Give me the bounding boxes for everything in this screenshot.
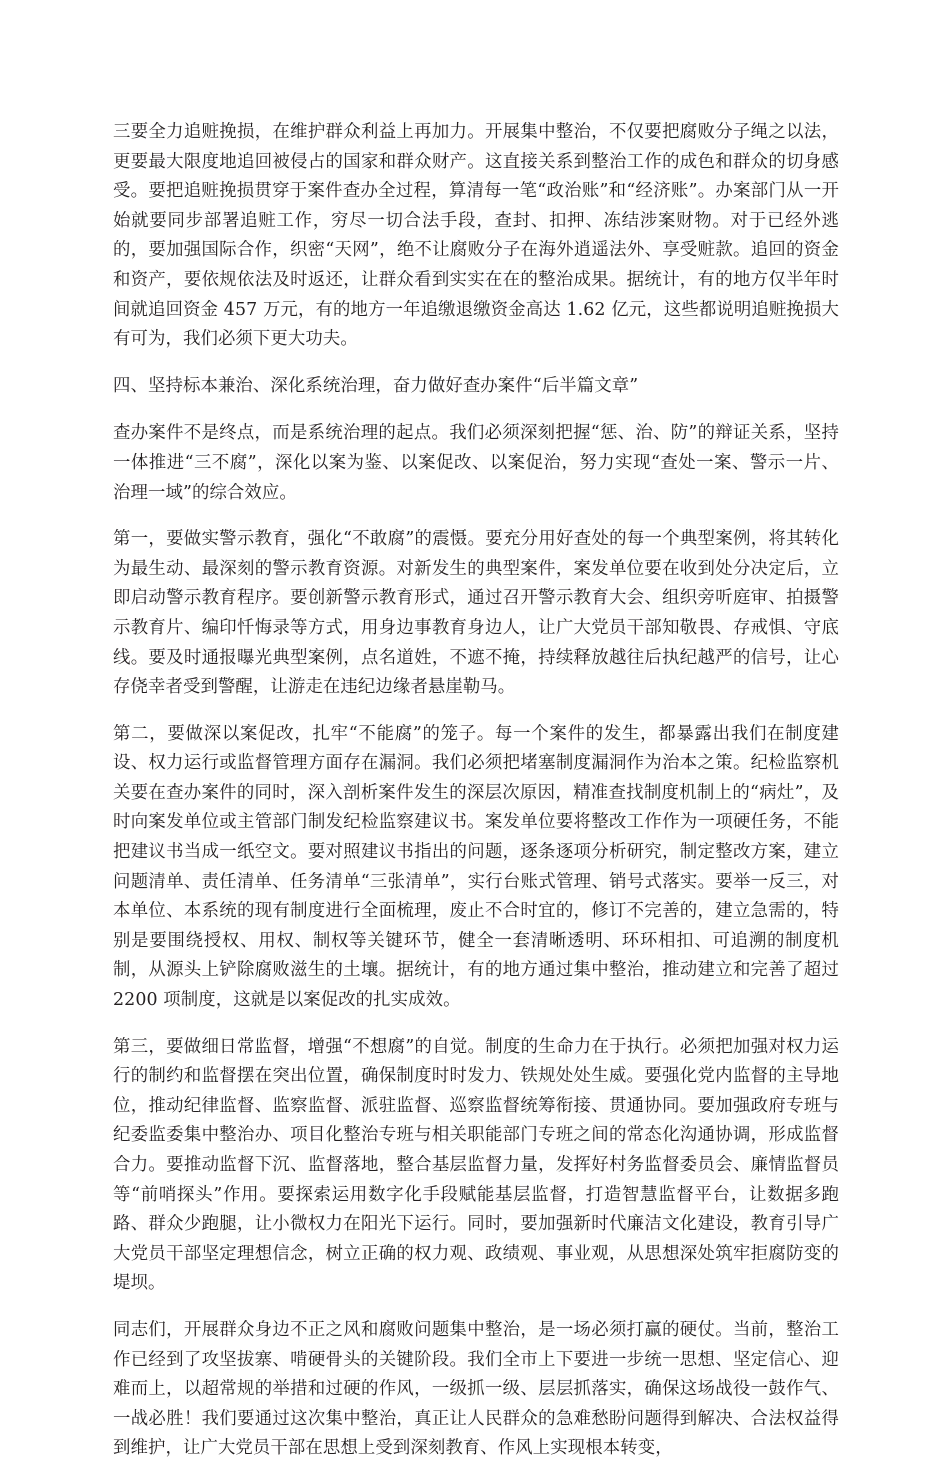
paragraph-point-third: 第三，要做细日常监督，增强“不想腐”的自觉。制度的生命力在于执行。必须把加强对权力运行的制约和监督摆在突出位置，确保制度时时发力、铁规处处生威。要强化党内监督的主导地位，推动纪律监督、监察监督、派驻监督、巡察监督统筹衔接、贯通协同。要加强政府专班与纪委监委集中整治办、项目化整治专班与相关职能部门专班之间的常态化沟通协调，形成监督合力。要推动监督下沉、监督落地，整合基层监督力量，发挥好村务监督委员会、廉情监督员等“前哨探头”作用。要探索运用数字化手段赋能基层监督，打造智慧监督平台，让数据多跑路、群众少跑腿，让小微权力在阳光下运行。同时，要加强新时代廉洁文化建设，教育引导广大党员干部坚定理想信念，树立正确的权力观、政绩观、事业观，从思想深处筑牢拒腐防变的堤坝。	[113, 1036, 839, 1294]
paragraph-section-four-intro: 查办案件不是终点，而是系统治理的起点。我们必须深刻把握“惩、治、防”的辩证关系，坚持一体推进“三不腐”，深化以案为鉴、以案促改、以案促治，努力实现“查处一案、警示一片、治理一域”的综合效应。	[113, 423, 839, 503]
document-text-body	[113, 118, 839, 1464]
paragraph-zhuizang-wansun: 三要全力追赃挽损，在维护群众利益上再加力。开展集中整治，不仅要把腐败分子绳之以法，更要最大限度地追回被侵占的国家和群众财产。这直接关系到整治工作的成色和群众的切身感受。要把追赃挽损贯穿于案件查办全过程，算清每一笔“政治账”和“经济账”。办案部门从一开始就要同步部署追赃工作，穷尽一切合法手段，查封、扣押、冻结涉案财物。对于已经外逃的，要加强国际合作，织密“天网”，绝不让腐败分子在海外逍遥法外、享受赃款。追回的资金和资产，要依规依法及时返还，让群众看到实实在在的整治成果。据统计，有的地方仅半年时间就追回资金 457 万元，有的地方一年追缴退缴资金高达 1.62 亿元，这些都说明追赃挽损大有可为，我们必须下更大功夫。	[113, 122, 839, 350]
paragraph-point-first: 第一，要做实警示教育，强化“不敢腐”的震慑。要充分用好查处的每一个典型案例，将其转化为最生动、最深刻的警示教育资源。对新发生的典型案件，案发单位要在收到处分决定后，立即启动警示教育程序。要创新警示教育形式，通过召开警示教育大会、组织旁听庭审、拍摄警示教育片、编印忏悔录等方式，用身边事教育身边人，让广大党员干部知敬畏、存戒惧、守底线。要及时通报曝光典型案例，点名道姓，不遮不掩，持续释放越往后执纪越严的信号，让心存侥幸者受到警醒，让游走在违纪边缘者悬崖勒马。	[113, 529, 839, 698]
paragraph-point-second: 第二，要做深以案促改，扎牢“不能腐”的笼子。每一个案件的发生，都暴露出我们在制度建设、权力运行或监督管理方面存在漏洞。我们必须把堵塞制度漏洞作为治本之策。纪检监察机关要在查办案件的同时，深入剖析案件发生的深层次原因，精准查找制度机制上的“病灶”，及时向案发单位或主管部门制发纪检监察建议书。案发单位要将整改工作作为一项硬任务，不能把建议书当成一纸空文。要对照建议书指出的问题，逐条逐项分析研究，制定整改方案，建立问题清单、责任清单、任务清单“三张清单”，实行台账式管理、销号式落实。要举一反三，对本单位、本系统的现有制度进行全面梳理，废止不合时宜的，修订不完善的，建立急需的，特别是要围绕授权、用权、制权等关键环节，健全一套清晰透明、环环相扣、可追溯的制度机制，从源头上铲除腐败滋生的土壤。据统计，有的地方通过集中整治，推动建立和完善了超过 2200 项制度，这就是以案促改的扎实成效。	[113, 723, 839, 1011]
heading-section-four: 四、坚持标本兼治、深化系统治理，奋力做好查办案件“后半篇文章”	[113, 375, 639, 396]
paragraph-closing-remarks: 同志们，开展群众身边不正之风和腐败问题集中整治，是一场必须打赢的硬仗。当前，整治工作已经到了攻坚拔寨、啃硬骨头的关键阶段。我们全市上下要进一步统一思想、坚定信心、迎难而上，以超常规的举措和过硬的作风，一级抓一级、层层抓落实，确保这场战役一鼓作气、一战必胜！我们要通过这次集中整治，真正让人民群众的急难愁盼问题得到解决、合法权益得到维护，让广大党员干部在思想上受到深刻教育、作风上实现根本转变，	[113, 1319, 839, 1459]
